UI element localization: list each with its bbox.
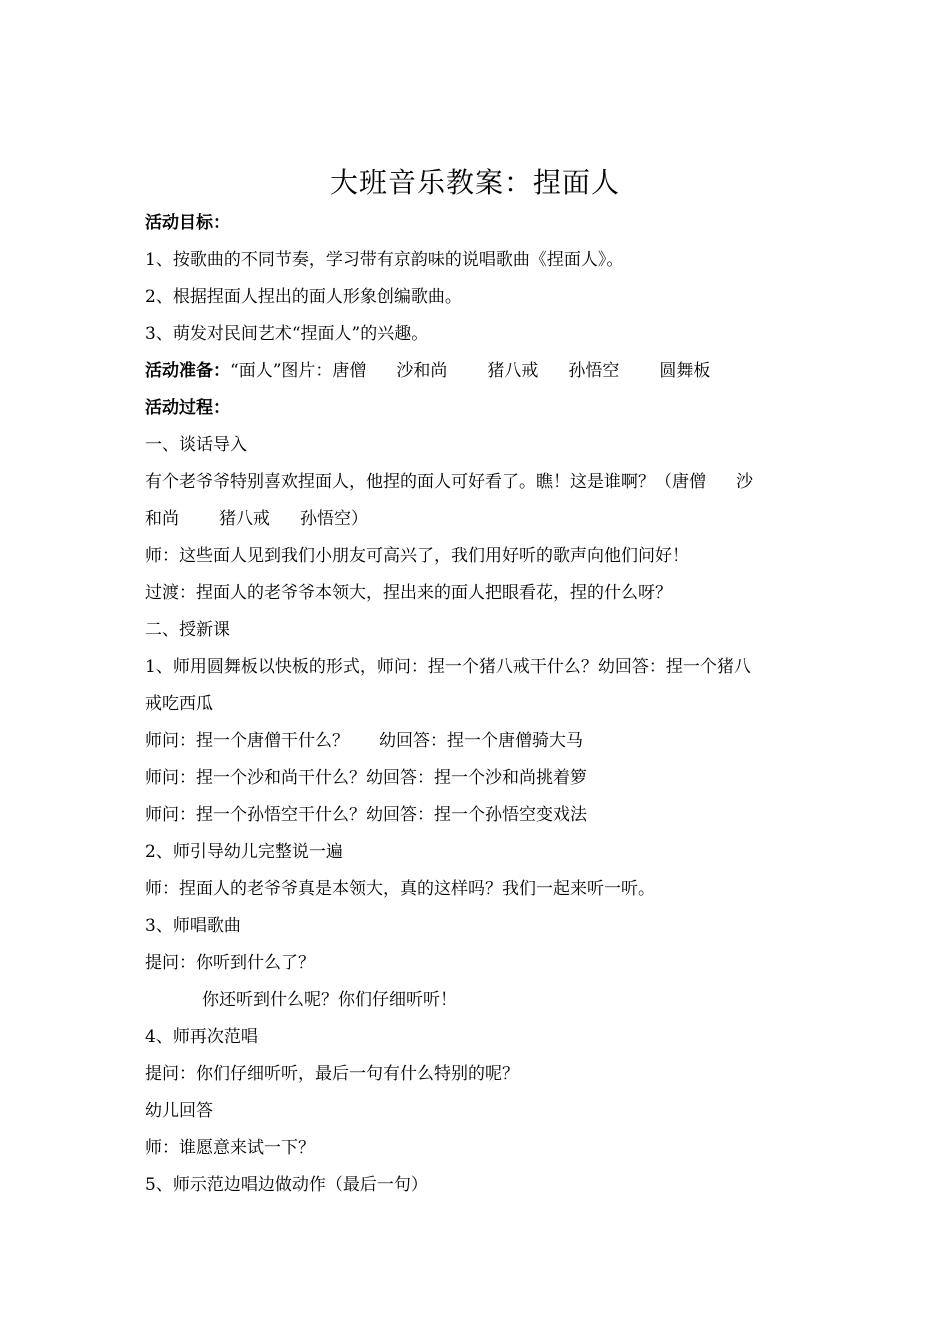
qa-line: 师问：捏一个孙悟空干什么？幼回答：捏一个孙悟空变戏法 — [145, 805, 587, 825]
goal-item-3: 3、萌发对民间艺术“捏面人”的兴趣。 — [145, 324, 429, 344]
qa-answer: 幼回答：捏一个唐僧骑大马 — [379, 731, 583, 751]
prep-heading: 活动准备： — [145, 361, 230, 381]
paragraph-text: 和尚 — [145, 509, 179, 529]
paragraph-text: 孙悟空） — [300, 509, 368, 529]
prep-item: 猪八戒 — [487, 361, 539, 381]
step-line: 2、师引导幼儿完整说一遍 — [145, 842, 343, 862]
prep-item: 沙和尚 — [396, 361, 448, 381]
step-line: 戒吃西瓜 — [145, 694, 213, 714]
transition-line: 过渡：捏面人的老爷爷本领大，捏出来的面人把眼看花，捏的什么呀？ — [145, 583, 672, 603]
goals-heading: 活动目标： — [145, 213, 230, 233]
step-line: 3、师唱歌曲 — [145, 916, 241, 936]
teacher-line: 师：捏面人的老爷爷真是本领大，真的这样吗？我们一起来听一听。 — [145, 879, 655, 899]
question-line: 提问：你听到什么了？ — [145, 953, 315, 973]
step-line: 1、师用圆舞板以快板的形式，师问：捏一个猪八戒干什么？幼回答：捏一个猪八 — [145, 657, 751, 677]
question-line: 你还听到什么呢？你们仔细听听！ — [202, 990, 457, 1010]
prep-intro: “面人”图片：唐僧 — [230, 361, 367, 381]
qa-line — [145, 723, 815, 760]
paragraph-line — [145, 501, 815, 538]
prep-line — [145, 353, 815, 390]
paragraph-text: 猪八戒 — [219, 509, 270, 529]
goal-item-1: 1、按歌曲的不同节奏，学习带有京韵味的说唱歌曲《捏面人》。 — [145, 250, 624, 270]
step-line: 5、师示范边唱边做动作（最后一句） — [145, 1175, 428, 1195]
paragraph-text: 有个老爷爷特别喜欢捏面人，他捏的面人可好看了。瞧！这是谁啊？（唐僧 — [145, 472, 706, 492]
paragraph-line — [145, 464, 815, 501]
section-heading: 二、授新课 — [145, 620, 230, 640]
goal-item-2: 2、根据捏面人捏出的面人形象创编歌曲。 — [145, 287, 462, 307]
prep-item: 孙悟空 — [568, 361, 620, 381]
teacher-line: 师：这些面人见到我们小朋友可高兴了，我们用好听的歌声向他们问好！ — [145, 546, 689, 566]
document-title: 大班音乐教案：捏面人 — [329, 166, 620, 199]
answer-line: 幼儿回答 — [145, 1101, 213, 1121]
paragraph-text: 沙 — [736, 472, 753, 492]
document-body — [145, 205, 815, 1204]
qa-question: 师问：捏一个唐僧干什么？ — [145, 731, 349, 751]
prep-item: 圆舞板 — [659, 361, 711, 381]
teacher-line: 师：谁愿意来试一下？ — [145, 1138, 315, 1158]
section-heading: 一、谈话导入 — [145, 435, 247, 455]
qa-line: 师问：捏一个沙和尚干什么？幼回答：捏一个沙和尚挑着箩 — [145, 768, 587, 788]
process-heading: 活动过程： — [145, 398, 230, 418]
question-line: 提问：你们仔细听听，最后一句有什么特别的呢？ — [145, 1064, 519, 1084]
step-line: 4、师再次范唱 — [145, 1027, 258, 1047]
